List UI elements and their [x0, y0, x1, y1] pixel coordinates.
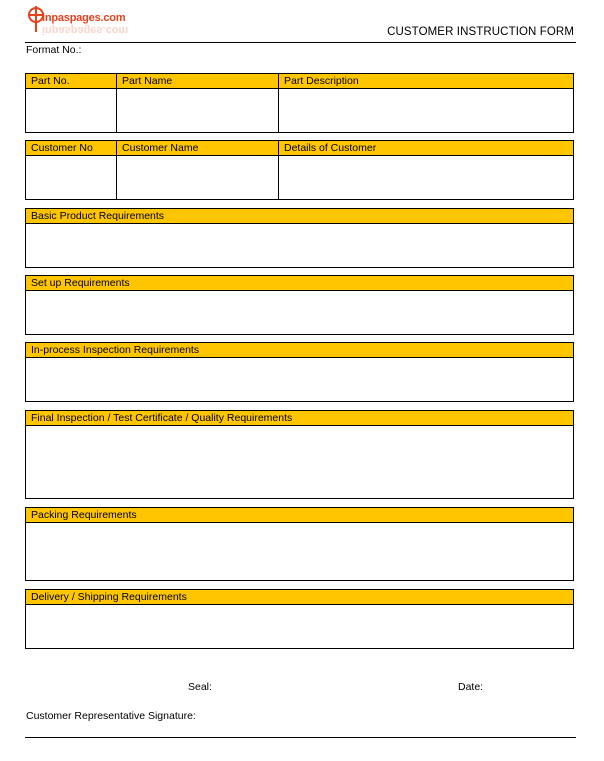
- customer-details-header: Details of Customer: [279, 141, 573, 156]
- seal-label: Seal:: [188, 681, 212, 693]
- basic-product-requirements-section: [25, 208, 574, 268]
- customer-table: [25, 140, 574, 200]
- customer-name-field[interactable]: [117, 156, 278, 199]
- customer-name-column: [117, 141, 279, 199]
- delivery-shipping-section: [25, 589, 574, 649]
- bottom-divider: [25, 737, 576, 738]
- part-name-column: [117, 74, 279, 132]
- date-label: Date:: [458, 681, 484, 693]
- setup-requirements-section: [25, 275, 574, 335]
- inprocess-inspection-section: [25, 342, 574, 402]
- logo-text: inpaspages.com: [42, 12, 126, 24]
- part-name-field[interactable]: [117, 89, 278, 132]
- logo-reflection: inpaspages.com: [42, 24, 129, 36]
- final-inspection-section: [25, 410, 574, 499]
- delivery-shipping-header: Delivery / Shipping Requirements: [26, 590, 573, 605]
- part-no-column: [26, 74, 117, 132]
- part-table: [25, 73, 574, 133]
- basic-product-requirements-field[interactable]: [26, 224, 573, 267]
- part-no-field[interactable]: [26, 89, 116, 132]
- packing-requirements-section: [25, 507, 574, 581]
- setup-requirements-field[interactable]: [26, 291, 573, 334]
- inprocess-inspection-header: In-process Inspection Requirements: [26, 343, 573, 358]
- customer-no-field[interactable]: [26, 156, 116, 199]
- customer-details-field[interactable]: [279, 156, 573, 199]
- customer-no-column: [26, 141, 117, 199]
- delivery-shipping-field[interactable]: [26, 605, 573, 648]
- signature-label: Customer Representative Signature:: [26, 710, 196, 722]
- part-name-header: Part Name: [117, 74, 278, 89]
- part-description-header: Part Description: [279, 74, 573, 89]
- part-description-field[interactable]: [279, 89, 573, 132]
- final-inspection-field[interactable]: [26, 426, 573, 498]
- packing-requirements-header: Packing Requirements: [26, 508, 573, 523]
- part-description-column: [279, 74, 573, 132]
- customer-no-header: Customer No: [26, 141, 116, 156]
- customer-name-header: Customer Name: [117, 141, 278, 156]
- part-no-header: Part No.: [26, 74, 116, 89]
- inprocess-inspection-field[interactable]: [26, 358, 573, 401]
- final-inspection-header: Final Inspection / Test Certificate / Quality Requirements: [26, 411, 573, 426]
- site-logo: [28, 6, 158, 40]
- basic-product-requirements-header: Basic Product Requirements: [26, 209, 573, 224]
- title-divider: [25, 42, 576, 43]
- packing-requirements-field[interactable]: [26, 523, 573, 580]
- setup-requirements-header: Set up Requirements: [26, 276, 573, 291]
- customer-details-column: [279, 141, 573, 199]
- form-title: CUSTOMER INSTRUCTION FORM: [387, 26, 574, 38]
- format-no-label: Format No.:: [26, 44, 82, 56]
